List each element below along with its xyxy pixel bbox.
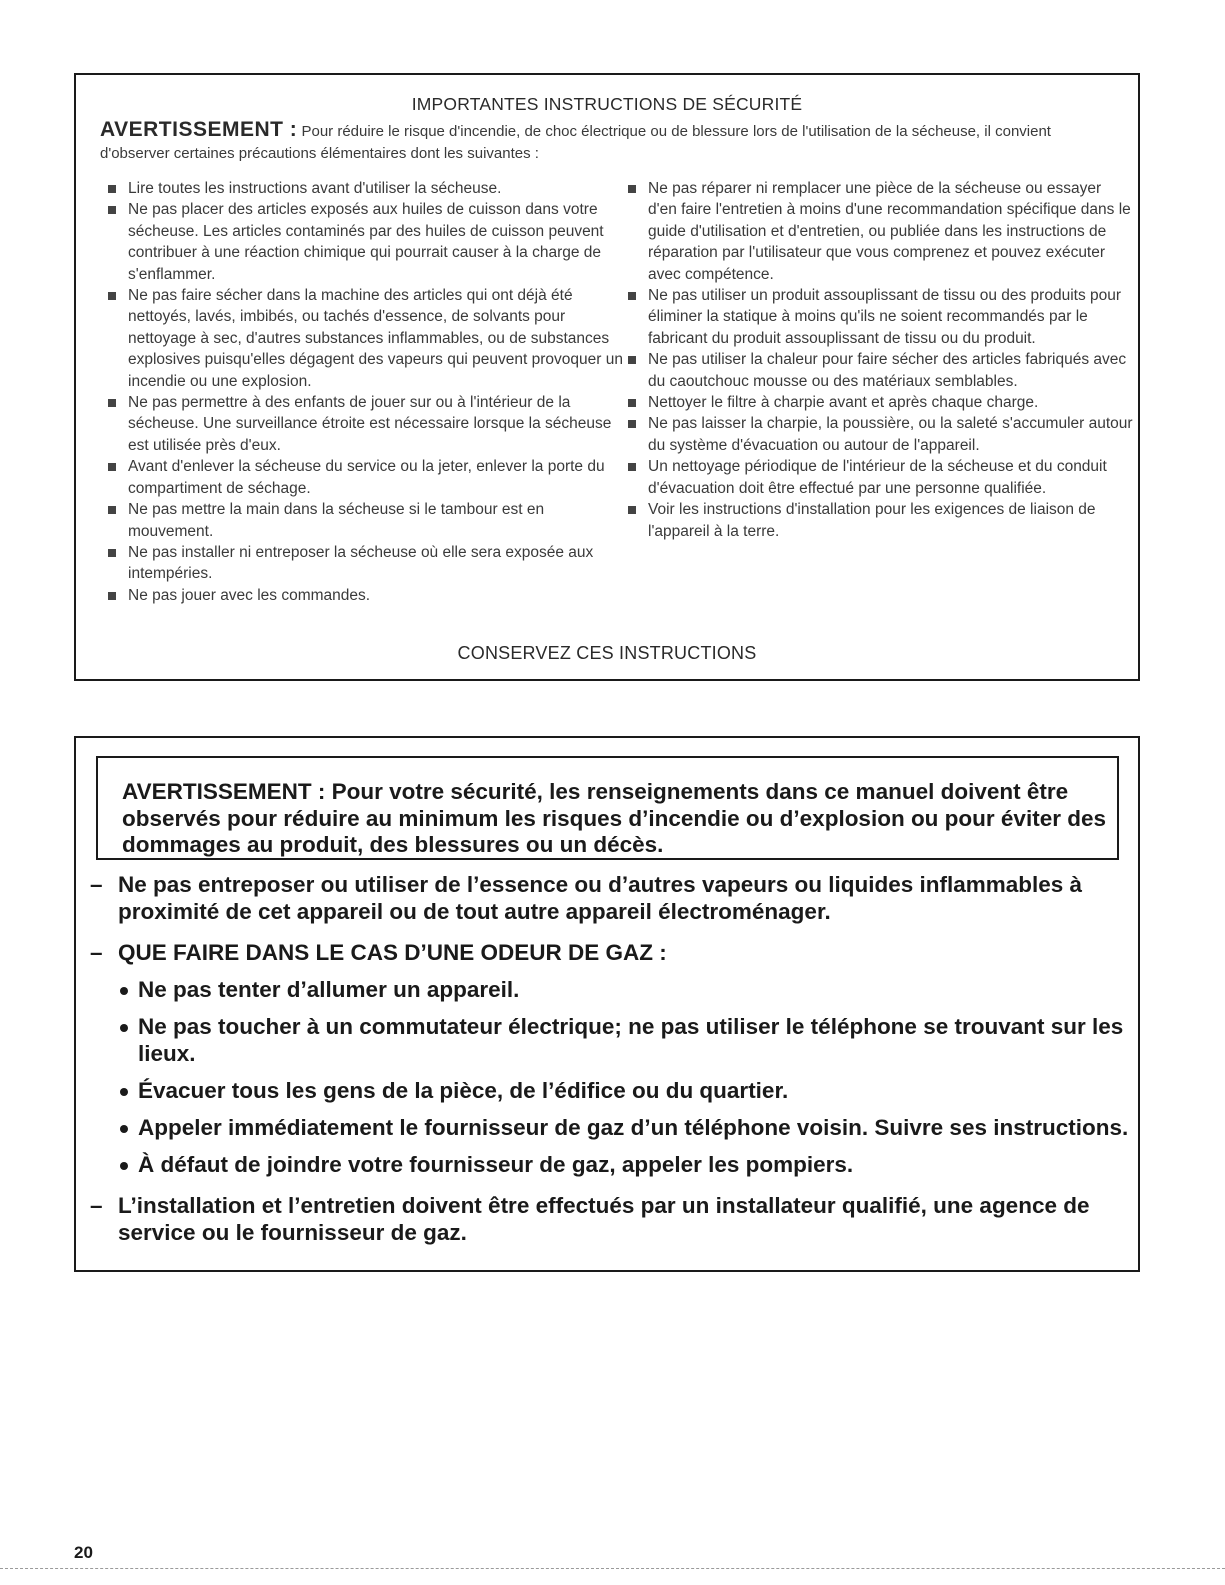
list-item: Ne pas utiliser la chaleur pour faire sécher des articles fabriqués avec du caoutchouc mousse ou des matériaux semblables.	[624, 349, 1134, 392]
list-item: Ne pas faire sécher dans la machine des articles qui ont déjà été nettoyés, lavés, imbibés, ou tachés d'essence, de solvants pour nettoyage à sec, d'autres substances inflammables, ou de substances explosives puisqu'elles dégagent des vapeurs qui peuvent provoquer un incendie ou une explosion.	[104, 285, 624, 392]
safety-intro	[100, 119, 1122, 165]
dash-mark: –	[90, 872, 103, 897]
square-bullet-icon	[628, 399, 636, 407]
list-item: Appeler immédiatement le fournisseur de gaz d’un téléphone voisin. Suivre ses instructions.	[118, 1114, 1130, 1141]
list-item: Avant d'enlever la sécheuse du service ou la jeter, enlever la porte du compartiment de séchage.	[104, 456, 624, 499]
list-item: Ne pas permettre à des enfants de jouer sur ou à l'intérieur de la sécheuse. Une surveillance étroite est nécessaire lorsque la sécheuse est utilisée près d'eux.	[104, 392, 624, 456]
list-item: Ne pas toucher à un commutateur électrique; ne pas utiliser le téléphone se trouvant sur les lieux.	[118, 1013, 1130, 1067]
dash-item-installation: – L’installation et l’entretien doivent être effectués par un installateur qualifié, une agence de service ou le fournisseur de gaz.	[90, 1193, 1090, 1245]
save-instructions-footer: CONSERVEZ CES INSTRUCTIONS	[457, 643, 757, 663]
safety-instructions-box	[74, 73, 1140, 681]
safety-list-right	[624, 178, 1134, 542]
list-item: Ne pas placer des articles exposés aux huiles de cuisson dans votre sécheuse. Les articles contaminés par des huiles de cuisson peuvent contribuer à une réaction chimique qui pourrait causer à la charge de s'enflammer.	[104, 199, 624, 285]
safety-list-left	[104, 178, 624, 606]
list-item: Nettoyer le filtre à charpie avant et après chaque charge.	[624, 392, 1134, 413]
round-bullet-icon	[120, 1162, 128, 1170]
list-item: Ne pas installer ni entreposer la sécheuse où elle sera exposée aux intempéries.	[104, 542, 624, 585]
dash-mark: –	[90, 940, 103, 965]
list-item: À défaut de joindre votre fournisseur de gaz, appeler les pompiers.	[118, 1151, 1130, 1178]
list-item: Lire toutes les instructions avant d'utiliser la sécheuse.	[104, 178, 624, 199]
list-item: Évacuer tous les gens de la pièce, de l’édifice ou du quartier.	[118, 1077, 1130, 1104]
round-bullet-icon	[120, 1125, 128, 1133]
dash-item-storage: – Ne pas entreposer ou utiliser de l’essence ou d’autres vapeurs ou liquides inflammables à proximité de cet appareil ou de tout autre appareil électroménager.	[90, 872, 1083, 924]
square-bullet-icon	[628, 463, 636, 471]
dash-item-gas-odor	[90, 939, 1130, 1178]
square-bullet-icon	[628, 420, 636, 428]
warning-word: AVERTISSEMENT :	[100, 118, 298, 141]
round-bullet-icon	[120, 1024, 128, 1032]
list-item: Ne pas jouer avec les commandes.	[104, 585, 624, 606]
list-item: Ne pas mettre la main dans la sécheuse si le tambour est en mouvement.	[104, 499, 624, 542]
safety-title: IMPORTANTES INSTRUCTIONS DE SÉCURITÉ	[411, 94, 803, 114]
list-item: Ne pas tenter d’allumer un appareil.	[118, 976, 1130, 1003]
square-bullet-icon	[628, 356, 636, 364]
square-bullet-icon	[108, 463, 116, 471]
list-item: Voir les instructions d'installation pour les exigences de liaison de l'appareil à la terre.	[624, 499, 1134, 542]
intro-text: Pour réduire le risque d'incendie, de choc électrique ou de blessure lors de l'utilisation de la sécheuse, il convient d'observer certaines précautions élémentaires dont les suivantes :	[100, 123, 1051, 162]
square-bullet-icon	[108, 592, 116, 600]
page-bottom-rule	[0, 1568, 1225, 1569]
round-bullet-icon	[120, 1088, 128, 1096]
square-bullet-icon	[108, 292, 116, 300]
gas-warning-list	[90, 871, 1130, 1260]
square-bullet-icon	[628, 185, 636, 193]
square-bullet-icon	[108, 185, 116, 193]
dash-mark: –	[90, 1193, 103, 1218]
list-item: Un nettoyage périodique de l'intérieur de la sécheuse et du conduit d'évacuation doit être effectué par une personne qualifiée.	[624, 456, 1134, 499]
round-bullet-icon	[120, 987, 128, 995]
square-bullet-icon	[628, 506, 636, 514]
page-number: 20	[74, 1543, 93, 1562]
square-bullet-icon	[108, 206, 116, 214]
square-bullet-icon	[628, 292, 636, 300]
warning-panel: AVERTISSEMENT : Pour votre sécurité, les renseignements dans ce manuel doivent être observés pour réduire au minimum les risques d’incendie ou d’explosion ou pour éviter des dommages au produit, des blessures ou un décès.	[96, 756, 1119, 860]
gas-odor-heading: QUE FAIRE DANS LE CAS D’UNE ODEUR DE GAZ :	[118, 940, 667, 965]
list-item: Ne pas utiliser un produit assouplissant de tissu ou des produits pour éliminer la statique à moins qu'ils ne soient recommandés par le fabricant du produit assouplissant de tissu ou du produit.	[624, 285, 1134, 349]
list-item: Ne pas réparer ni remplacer une pièce de la sécheuse ou essayer d'en faire l'entretien à moins d'une recommandation spécifique dans le guide d'utilisation et d'entretien, ou publiée dans les instructions de réparation par l'utilisateur que vous comprenez et pouvez exécuter avec compétence.	[624, 178, 1134, 285]
square-bullet-icon	[108, 549, 116, 557]
list-item: Ne pas laisser la charpie, la poussière, ou la saleté s'accumuler autour du système d'évacuation ou autour de l'appareil.	[624, 413, 1134, 456]
gas-warning-box	[74, 736, 1140, 1272]
square-bullet-icon	[108, 506, 116, 514]
gas-odor-steps	[118, 976, 1130, 1178]
square-bullet-icon	[108, 399, 116, 407]
